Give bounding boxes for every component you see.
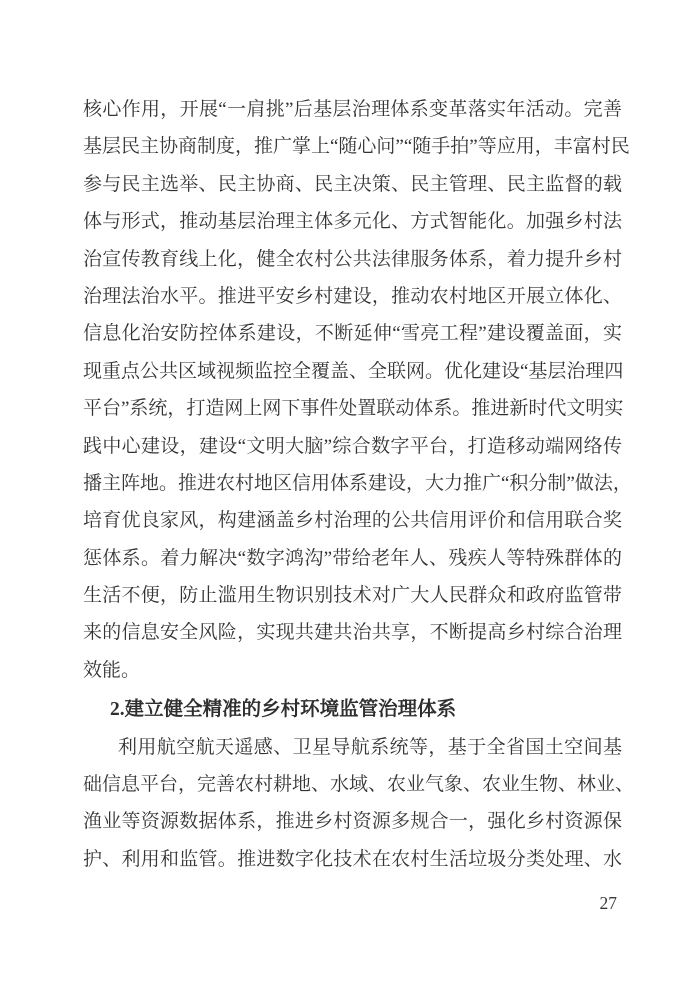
body-line: 效能。 [83, 659, 141, 681]
body-line: 参与民主选举、民主协商、民主决策、民主管理、民主监督的载 [83, 173, 622, 195]
body-line: 惩体系。着力解决“数字鸿沟”带给老年人、残疾人等特殊群体的 [83, 547, 622, 569]
body-line: 来的信息安全风险，实现共建共治共享，不断提高乡村综合治理 [83, 622, 622, 644]
body-line: 基层民主协商制度，推广掌上“随心问”“随手拍”等应用，丰富村民 [83, 136, 630, 158]
body-line: 践中心建设，建设“文明大脑”综合数字平台，打造移动端网络传 [83, 435, 622, 457]
body-line: 培育优良家风，构建涵盖乡村治理的公共信用评价和信用联合奖 [83, 510, 622, 532]
body-line: 利用航空航天遥感、卫星导航系统等，基于全省国土空间基 [118, 736, 622, 758]
text-column [83, 91, 635, 878]
body-line: 信息化治安防控体系建设，不断延伸“雪亮工程”建设覆盖面，实 [83, 323, 622, 345]
body-line: 核心作用，开展“一肩挑”后基层治理体系变革落实年活动。完善 [83, 99, 622, 120]
page-number: 27 [599, 893, 617, 913]
body-line: 体与形式，推动基层治理主体多元化、方式智能化。加强乡村法 [83, 211, 622, 233]
section-heading: 2.建立健全精准的乡村环境监管治理体系 [110, 699, 457, 721]
body-line: 生活不便，防止滥用生物识别技术对广大人民群众和政府监管带 [83, 585, 622, 607]
body-line: 播主阵地。推进农村地区信用体系建设，大力推广“积分制”做法， [83, 472, 632, 494]
paragraph-governance [83, 91, 632, 689]
paragraph-environment-monitoring [83, 729, 635, 879]
body-line: 渔业等资源数据体系，推进乡村资源多规合一，强化乡村资源保 [83, 811, 622, 833]
body-line: 护、利用和监管。推进数字化技术在农村生活垃圾分类处理、水 [83, 848, 622, 870]
body-line: 治理法治水平。推进平安乡村建设，推动农村地区开展立体化、 [83, 285, 622, 307]
body-line: 平台”系统，打造网上网下事件处置联动体系。推进新时代文明实 [83, 398, 624, 420]
body-line: 础信息平台，完善农村耕地、水域、农业气象、农业生物、林业、 [83, 774, 635, 796]
body-line: 现重点公共区域视频监控全覆盖、全联网。优化建设“基层治理四 [83, 360, 624, 382]
body-line: 治宣传教育线上化，健全农村公共法律服务体系，着力提升乡村 [83, 248, 622, 270]
